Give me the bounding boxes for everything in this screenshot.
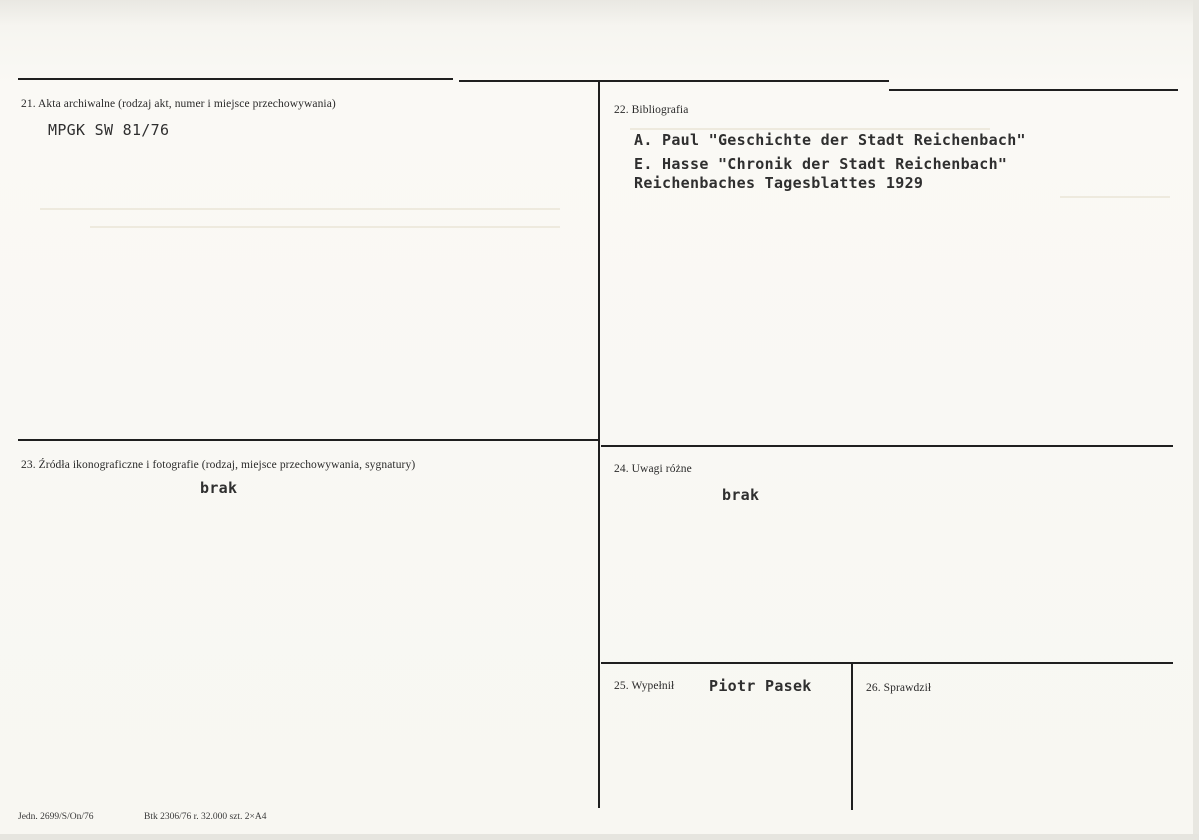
signature-row-rule <box>601 662 1173 664</box>
section-25-label: 25. Wypełnił <box>614 680 675 692</box>
paper-right-edge <box>1193 0 1199 840</box>
section-24-value: brak <box>722 486 760 504</box>
section-24-label: 24. Uwagi różne <box>614 463 692 475</box>
section-22-label: 22. Bibliografia <box>614 104 689 116</box>
section-21-label: 21. Akta archiwalne (rodzaj akt, numer i miejsce przechowywania) <box>21 98 336 110</box>
show-through-mark <box>90 226 560 228</box>
paper-top-edge <box>0 0 1199 26</box>
bibliography-line-3: Reichenbaches Tagesblattes 1929 <box>634 174 924 192</box>
footer-print-code: Jedn. 2699/S/On/76 <box>18 812 94 822</box>
section-23-label: 23. Źródła ikonograficzne i fotografie (rodzaj, miejsce przechowywania, sygnatury) <box>21 459 416 471</box>
top-rule-middle <box>459 80 889 82</box>
middle-rule-left <box>18 439 599 441</box>
footer-print-run: Btk 2306/76 r. 32.000 szt. 2×A4 <box>144 812 267 822</box>
section-25-value: Piotr Pasek <box>709 677 812 695</box>
section-23-value: brak <box>200 479 238 497</box>
show-through-mark <box>40 208 560 210</box>
show-through-mark <box>1060 196 1170 198</box>
bibliography-line-1: A. Paul "Geschichte der Stadt Reichenbach" <box>634 131 1026 149</box>
top-rule-left <box>18 78 453 80</box>
bibliography-line-2: E. Hasse "Chronik der Stadt Reichenbach" <box>634 155 1008 173</box>
signature-divider <box>851 664 853 810</box>
middle-rule-right <box>601 445 1173 447</box>
top-rule-right <box>889 89 1178 91</box>
show-through-mark <box>630 128 990 130</box>
section-26-label: 26. Sprawdził <box>866 682 932 694</box>
paper-bottom-edge <box>0 834 1199 840</box>
center-divider <box>598 80 600 808</box>
section-21-value: MPGK SW 81/76 <box>48 121 170 139</box>
